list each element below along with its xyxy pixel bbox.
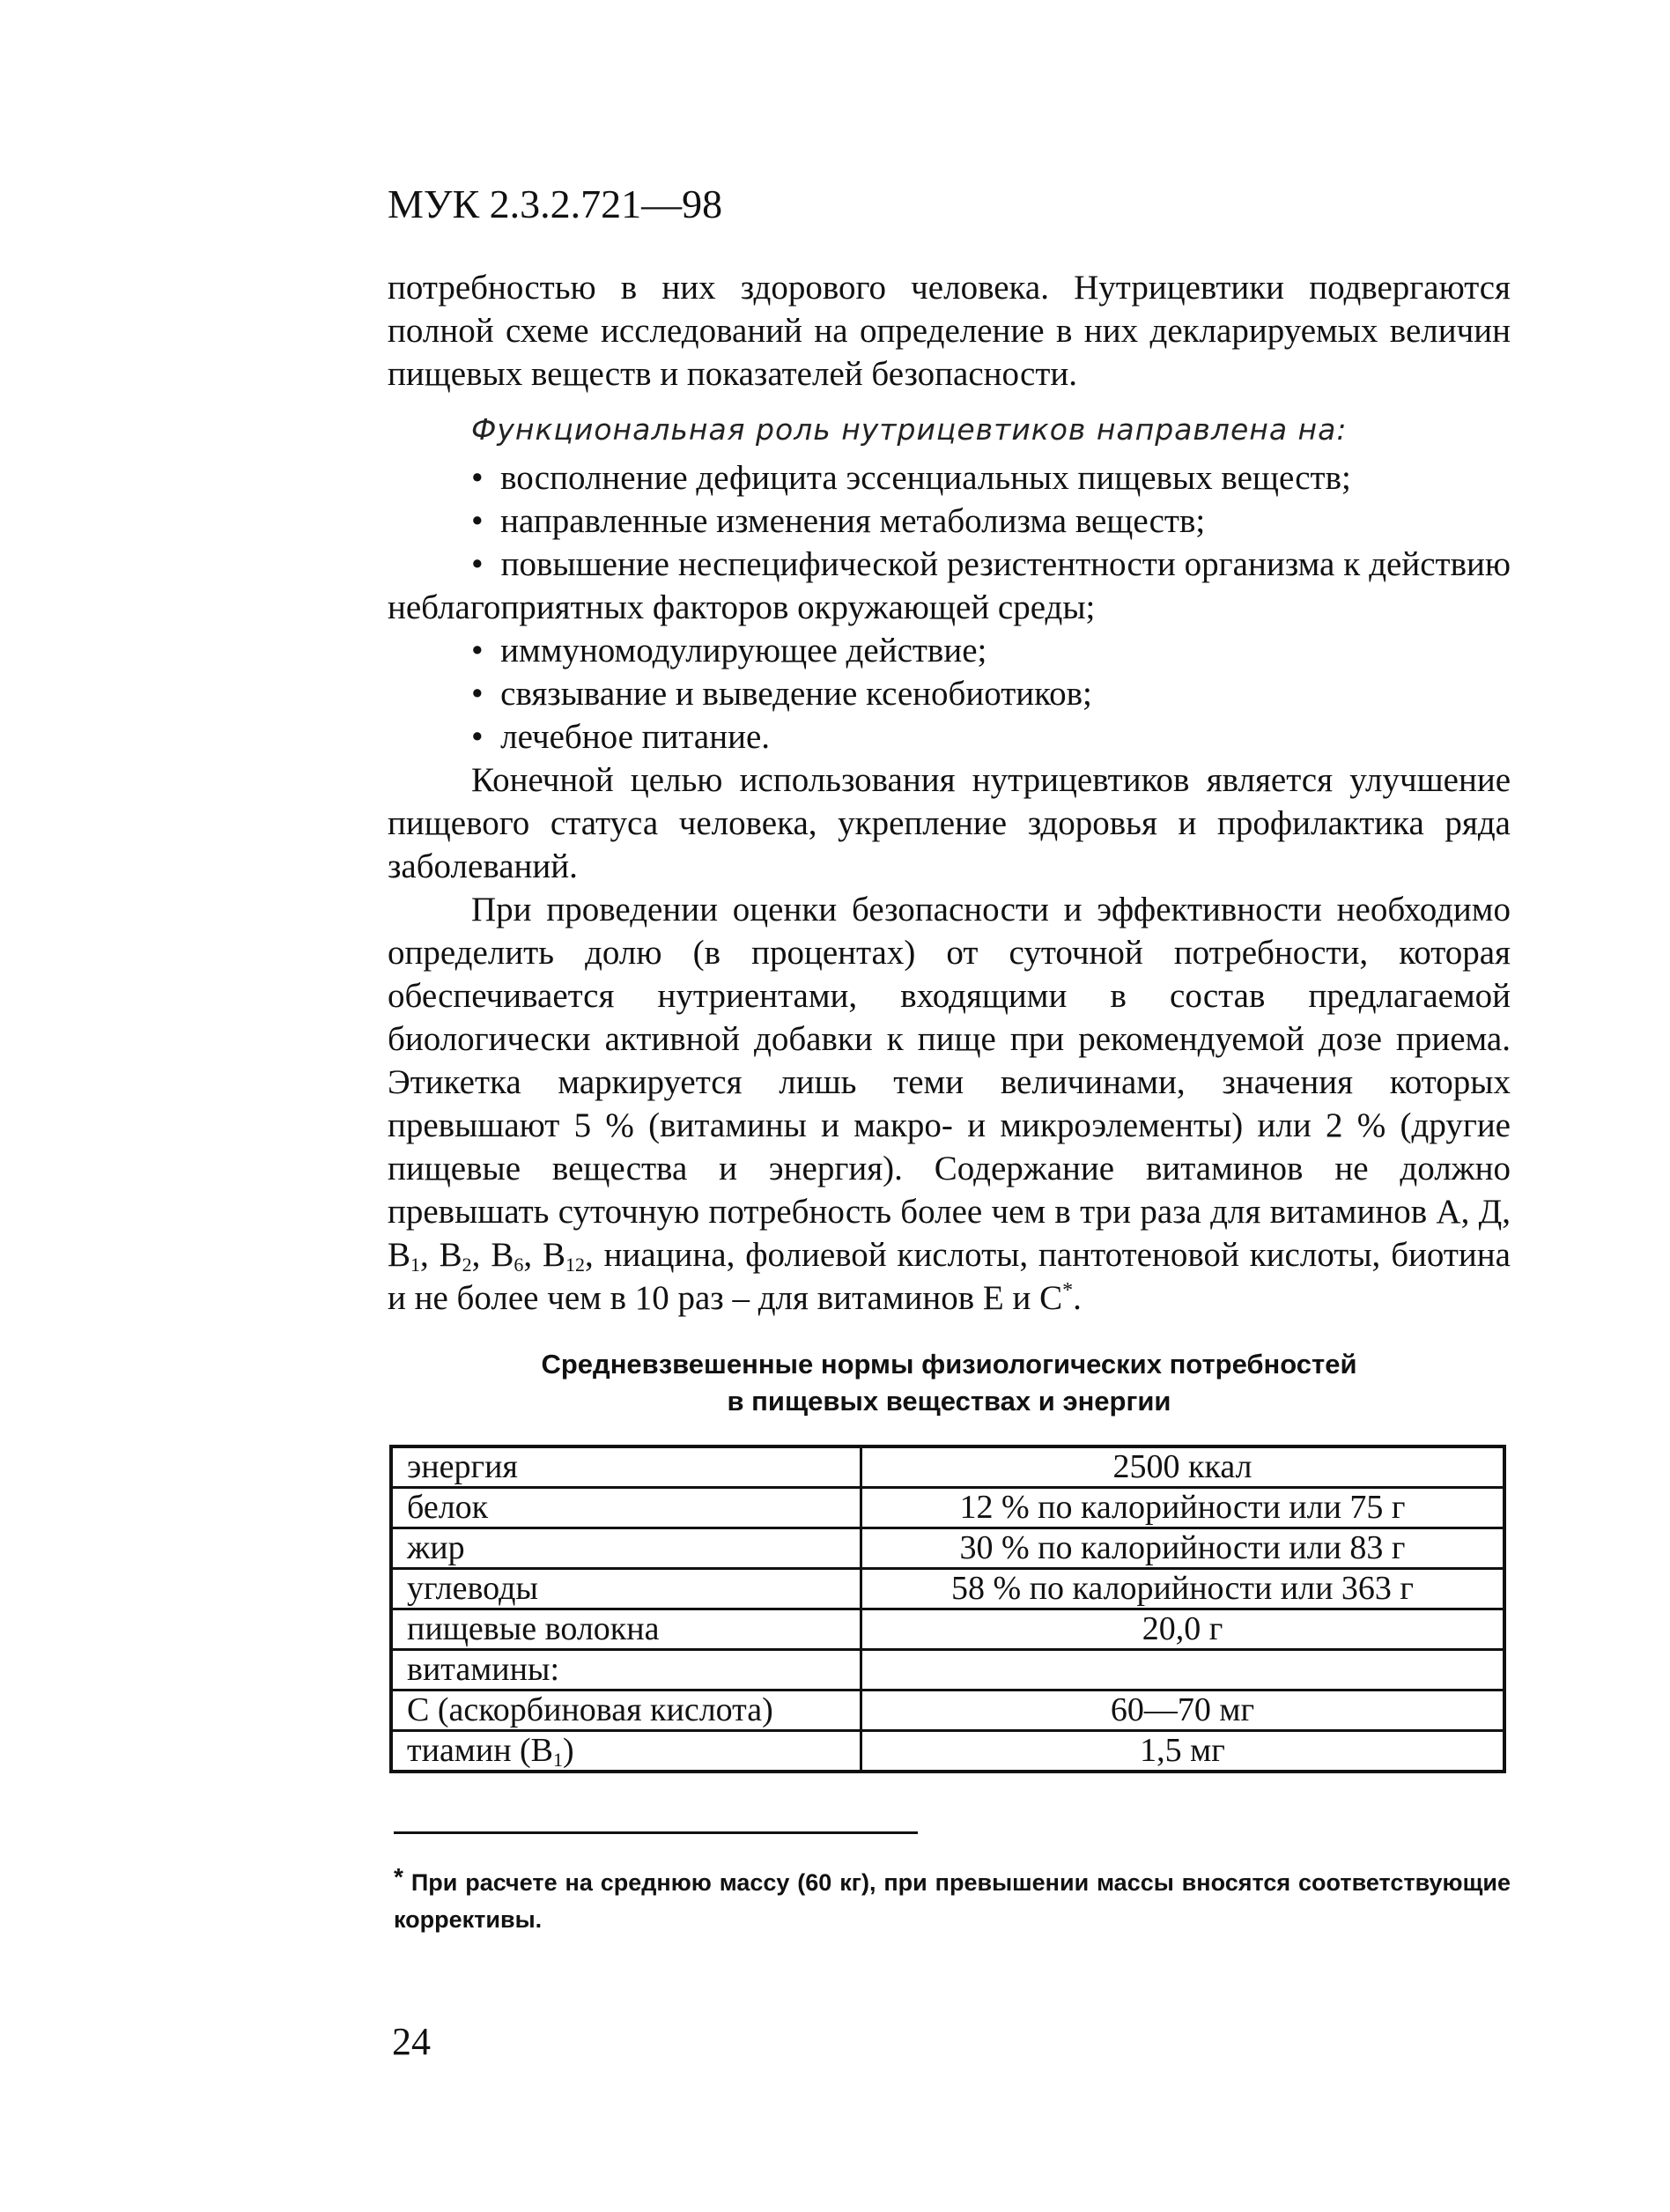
vitamin-subscript: 12 [565, 1254, 585, 1276]
table-row [391, 1650, 1504, 1690]
table-title-line: Средневзвешенные нормы физиологических потребностей [541, 1349, 1357, 1380]
bullet-item: • иммуномодулирующее действие; [388, 629, 1511, 672]
vitamin-subscript: 6 [514, 1254, 524, 1276]
nutrient-value: 60—70 мг [861, 1690, 1505, 1731]
nutrient-value [861, 1650, 1505, 1690]
paragraph-3-part-b: , ниацина, фолиевой кислоты, пантотеновой кислоты, биотина и не более чем в 10 раз – для витаминов Е и С [388, 1236, 1511, 1317]
table-title-line: в пищевых веществах и энергии [727, 1386, 1171, 1417]
nutrition-norms-table [389, 1445, 1506, 1773]
vitamin-separator: , В [420, 1236, 462, 1274]
vitamin-separator: , В [471, 1236, 514, 1274]
nutrient-value: 20,0 г [861, 1609, 1505, 1650]
nutrient-name [391, 1731, 861, 1772]
bullet-item: • восполнение дефицита эссенциальных пищевых веществ; [388, 456, 1511, 499]
nutrient-value: 1,5 мг [861, 1731, 1505, 1772]
table-row [391, 1446, 1504, 1488]
nutrient-name: белок [391, 1488, 861, 1528]
bullet-item: • направленные изменения метаболизма веществ; [388, 499, 1511, 543]
vitamin-subscript: 2 [462, 1254, 472, 1276]
table-row [391, 1569, 1504, 1609]
nutrient-name: углеводы [391, 1569, 861, 1609]
functional-role-heading: Функциональная роль нутрицевтиков направлена на: [471, 412, 1348, 447]
body-text [388, 266, 1511, 1320]
table-row [391, 1690, 1504, 1731]
table-row [391, 1488, 1504, 1528]
nutrient-value: 58 % по калорийности или 363 г [861, 1569, 1505, 1609]
footnote-reference: * [1062, 1279, 1074, 1302]
vitamin-subscript: 1 [410, 1254, 421, 1276]
footnote-divider [394, 1831, 918, 1834]
nutrient-name: витамины: [391, 1650, 861, 1690]
nutrient-name-suffix: ) [563, 1732, 574, 1769]
footnote-text: При расчете на среднюю массу (60 кг), при превышении массы вносятся соответствующие коррективы. [394, 1869, 1511, 1933]
table-row [391, 1731, 1504, 1772]
page-number: 24 [392, 2020, 431, 2063]
table-title [388, 1346, 1511, 1420]
table-row [391, 1528, 1504, 1569]
paragraph-2: Конечной целью использования нутрицевтиков является улучшение пищевого статуса человека, укрепление здоровья и профилактика ряда заболеваний. [388, 761, 1511, 885]
nutrient-name: С (аскорбиновая кислота) [391, 1690, 861, 1731]
nutrient-name-subscript: 1 [553, 1749, 564, 1771]
bullet-item: • связывание и выведение ксенобиотиков; [388, 672, 1511, 715]
nutrient-name: жир [391, 1528, 861, 1569]
bullet-item: • лечебное питание. [388, 715, 1511, 758]
paragraph-3-end: . [1073, 1279, 1082, 1317]
nutrient-name-prefix: тиамин (В [407, 1732, 554, 1769]
footnote-mark: * [394, 1863, 403, 1890]
document-code: МУК 2.3.2.721—98 [388, 181, 723, 226]
paragraph-3-part-a: При проведении оценки безопасности и эффективности необходимо определить долю (в процентах) от суточной потребности, которая обеспечивается нутриентами, входящими в состав предлагаемой биологически активной добавки к пище при рекомендуемой дозе приема. Этикетка маркируется лишь теми величинами, значения которых превышают 5 % (витамины и макро- и микроэлементы) или 2 % (другие пищевые вещества и энергия). Содержание витаминов не должно превышать суточную потребность более чем в три раза для витаминов А, Д, В [388, 891, 1511, 1274]
table-row [391, 1609, 1504, 1650]
nutrient-value: 12 % по калорийности или 75 г [861, 1488, 1505, 1528]
paragraph-1: потребностью в них здорового человека. Нутрицевтики подвергаются полной схеме исследований на определение в них декларируемых величин пищевых веществ и показателей безопасности. [388, 269, 1511, 393]
nutrient-value: 30 % по калорийности или 83 г [861, 1528, 1505, 1569]
nutrient-name: пищевые волокна [391, 1609, 861, 1650]
nutrient-name: энергия [391, 1446, 861, 1488]
vitamin-separator: , В [523, 1236, 565, 1274]
paragraph-3 [388, 888, 1511, 1320]
nutrient-value: 2500 ккал [861, 1446, 1505, 1488]
footnote [394, 1859, 1511, 1938]
bullet-item: • повышение неспецифической резистентности организма к действию неблагоприятных факторов окружающей среды; [388, 543, 1511, 629]
